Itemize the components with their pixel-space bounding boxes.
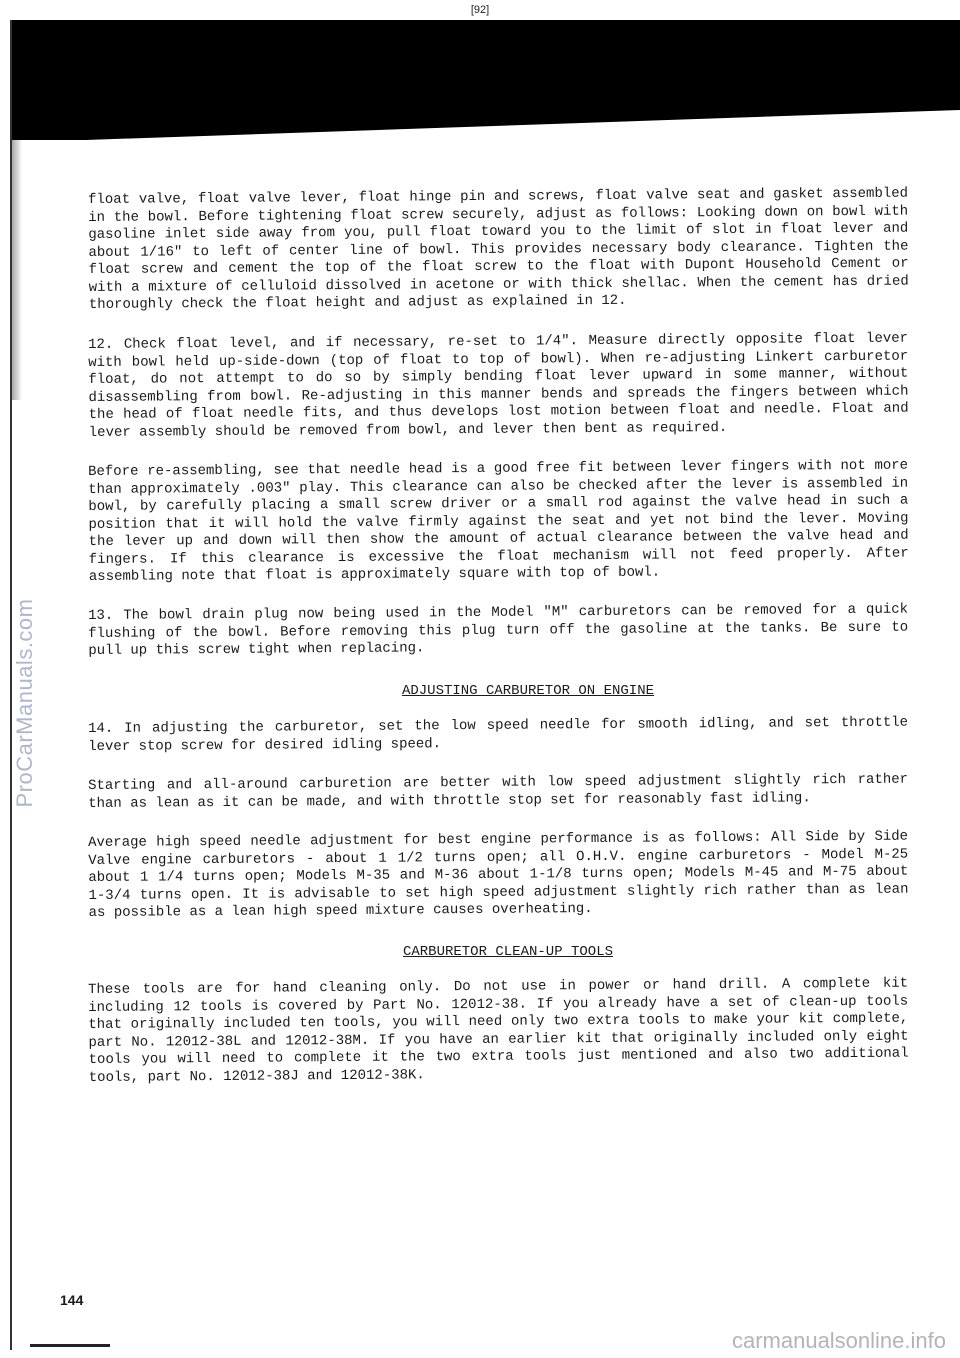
page-label: [92] (470, 4, 490, 16)
section-heading-adjusting (88, 683, 908, 699)
paragraph-before-reassembling: Before re-assembling, see that needle head is a good free fit between lever fingers with not more than approximately .003" play. This clearance can also be checked after the lever is assembled in bowl, by carefully placing a small screw driver or a small rod against the valve head in such a position that it will hold the valve firmly against the seat and yet not bind the lever. Moving the lever up and down will then show the amount of actual clearance between the valve head and fingers. If this clearance is excessive the float mechanism will not feed properly. After assembling note that float is approximately square with top of bowl. (88, 457, 909, 585)
scan-left-shadow (12, 100, 22, 400)
section-heading-tools-text: CARBURETOR CLEAN-UP TOOLS (402, 944, 614, 960)
section-heading-tools (88, 944, 908, 960)
paragraph-high-speed-adjustment: Average high speed needle adjustment for best engine performance is as follows: All Side by Side Valve engine carburetors - about 1 1/2 turns open; all O.H.V. engine carburetors - Model M-25 about 1 1/4 turns open; Models M-35 and M-36 about 1-1/8 turns open; Models M-45 and M-75 about 1-3/4 turns open. It is advisable to set high speed adjustment slightly rich rather than as lean as possible as a lean high speed mixture causes overheating. (88, 828, 909, 921)
scan-bottom-mark (30, 1344, 110, 1347)
section-heading-adjusting-text: ADJUSTING CARBURETOR ON ENGINE (401, 682, 655, 699)
scan-header-band (10, 20, 960, 108)
paragraph-check-float-level: 12. Check float level, and if necessary, re-set to 1/4". Measure directly opposite float lever with bowl held up-side-down (top of float to top of bowl). When re-adjusting Linkert carburetor float, do not attempt to do so by simply bending float lever upward in some manner, without disassembling from bowl. Re-adjusting in this manner bends and spreads the fingers between which the head of float needle fits, and thus develops lost motion between float and needle. Float and lever assembly should be removed from bowl, and lever then bent as required. (88, 330, 909, 440)
document-body (88, 185, 909, 1109)
scan-header-shadow (10, 100, 960, 140)
paragraph-bowl-drain-plug: 13. The bowl drain plug now being used in the Model "M" carburetors can be removed for a quick flushing of the bowl. Before removing this plug turn off the gasoline at the tanks. Be sure to pull up this screw tight when replacing. (88, 601, 909, 659)
page-number: 144 (60, 1292, 84, 1308)
paragraph-adjusting-carburetor: 14. In adjusting the carburetor, set the low speed needle for smooth idling, and set throttle lever stop screw for desired idling speed. (88, 714, 909, 754)
paragraph-float-assembly: float valve, float valve lever, float hinge pin and screws, float valve seat and gasket assembled in the bowl. Before tightening float screw securely, adjust as follows: Looking down on bowl with gasoline inlet side away from you, pull float toward you to the limit of slot in float lever and about 1/16" to left of center line of bowl. This provides necessary body clearance. Tighten the float screw and cement the top of the float screw to the float with Dupont Household Cement or with a mixture of celluloid dissolved in acetone or with thick shellac. When the cement has dried thoroughly check the float height and adjust as explained in 12. (88, 185, 909, 313)
paragraph-starting-carburetion: Starting and all-around carburetion are better with low speed adjustment slightly rich rather than as lean as it can be made, and with throttle stop set for reasonably fast idling. (88, 771, 909, 811)
paragraph-clean-up-tools: These tools are for hand cleaning only. Do not use in power or hand drill. A complete kit including 12 tools is covered by Part No. 12012-38. If you already have a set of clean-up tools that originally included ten tools, you will need only two extra tools to make your kit complete, part No. 12012-38L and 12012-38M. If you have an earlier kit that originally included only eight tools you will need to complete it the two extra tools just mentioned and also two additional tools, part No. 12012-38J and 12012-38K. (88, 975, 909, 1086)
footer-watermark: carmanualsonline.info (731, 1328, 946, 1353)
side-watermark: ProCarManuals.com (12, 598, 37, 808)
